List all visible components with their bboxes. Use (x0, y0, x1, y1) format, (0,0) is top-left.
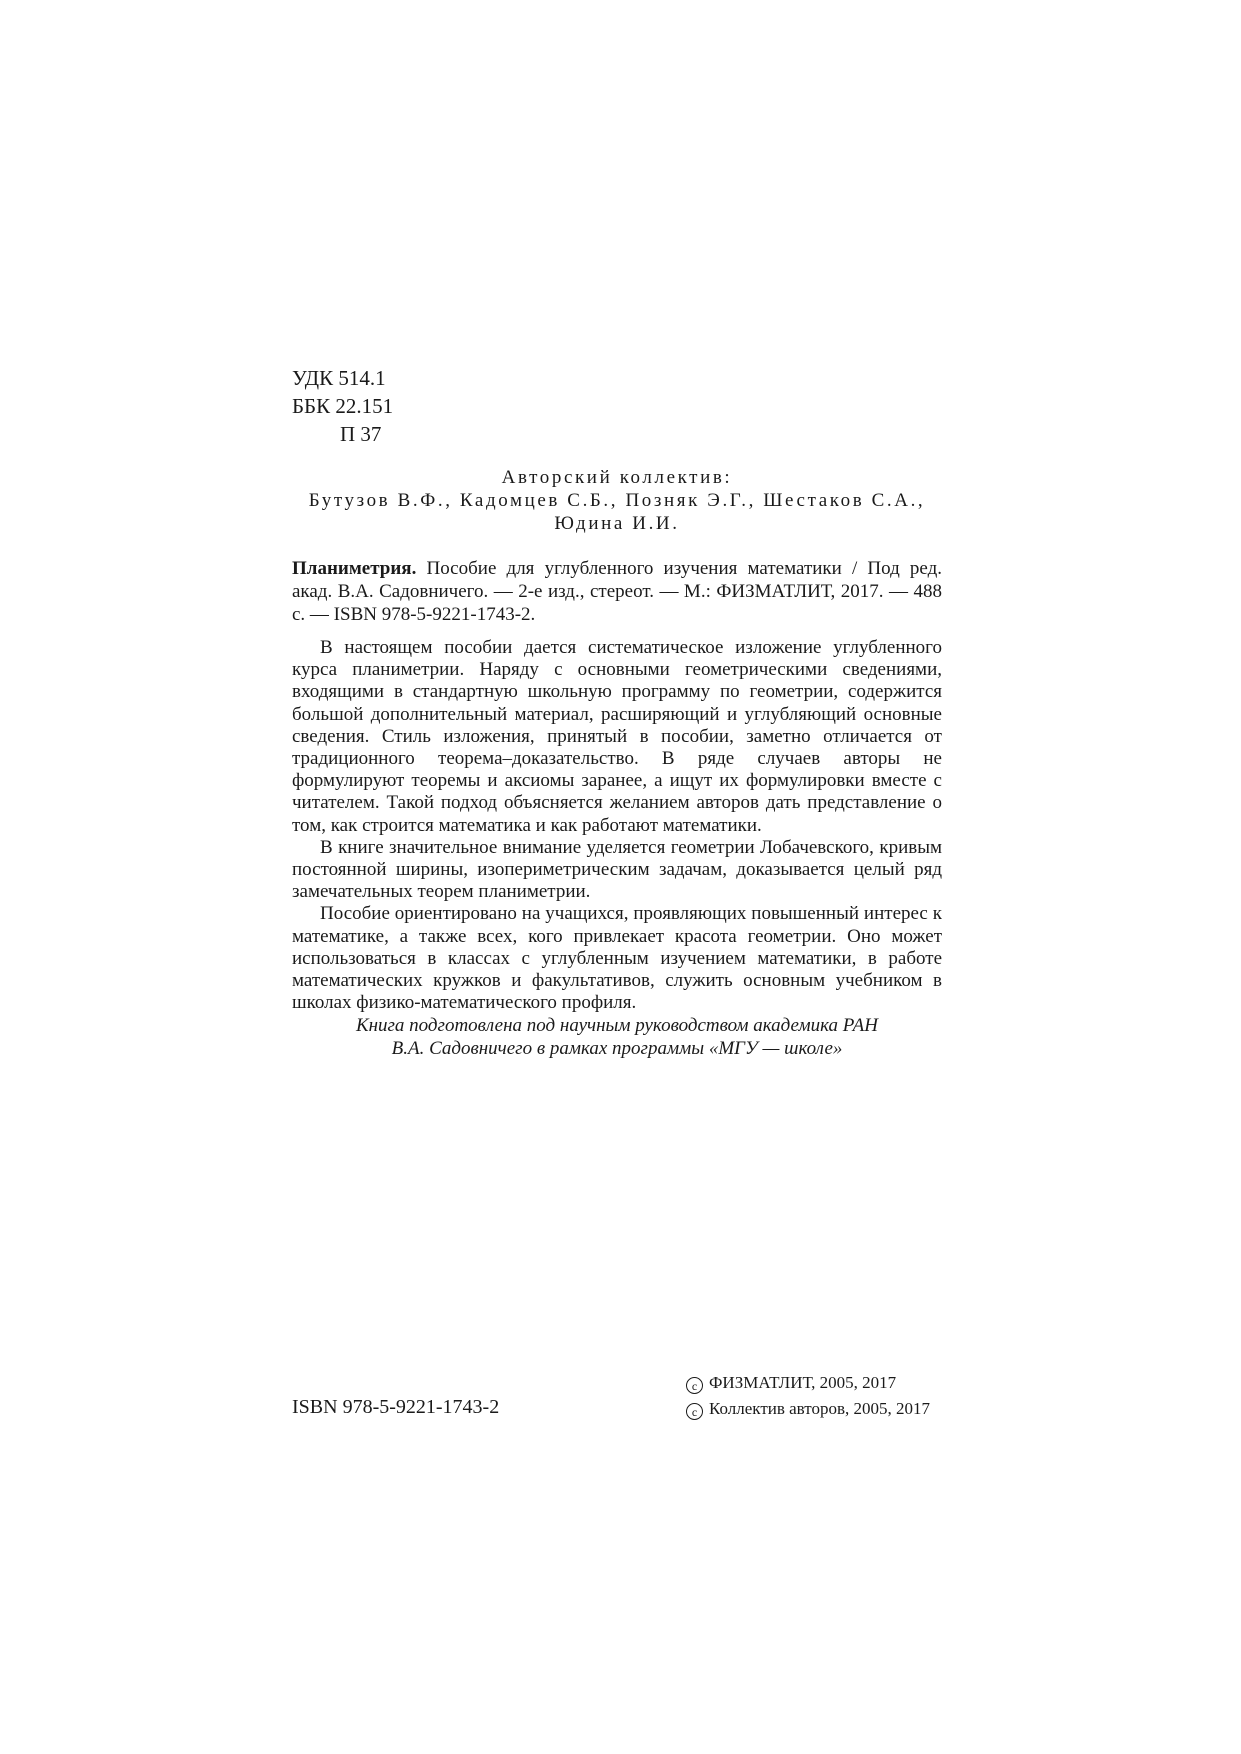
book-title: Планиметрия. (292, 558, 417, 579)
authors-line-1: Бутузов В.Ф., Кадомцев С.Б., Позняк Э.Г., Шестаков С.А., (308, 490, 926, 511)
bbk-code: ББК 22.151 (292, 394, 394, 418)
credit-note (292, 1014, 942, 1060)
abstract-block (292, 637, 942, 1014)
copyright-publisher (686, 1370, 930, 1396)
copyright-icon: c (686, 1377, 703, 1394)
copyright-block (686, 1370, 930, 1422)
abstract-paragraph: В настоящем пособии дается систематическое изложение углубленного курса планиметрии. Наряду с основными геометрическими сведениями, входящими в стандартную школьную программу по геометрии, содержится большой дополнительный материал, расширяющий и углубляющий основные сведения. Стиль изложения, принятый в пособии, заметно отличается от традиционного теорема–доказательство. В ряде случаев авторы не формулируют теоремы и аксиомы заранее, а ищут их формулировки вместе с читателем. Такой подход объясняется желанием авторов дать представление о том, как строится математика и как работают математики. (292, 637, 942, 836)
abstract-paragraph: В книге значительное внимание уделяется геометрии Лобачевского, кривым постоянной ширины, изопериметрическим задачам, доказывается целый ряд замечательных теорем планиметрии. (292, 836, 942, 903)
copyright-authors-text: Коллектив авторов, 2005, 2017 (709, 1399, 930, 1418)
authors-block (292, 466, 942, 535)
author-sign-code: П 37 (340, 422, 382, 446)
classification-block (292, 364, 393, 448)
isbn: ISBN 978-5-9221-1743-2 (292, 1396, 500, 1418)
copyright-publisher-text: ФИЗМАТЛИТ, 2005, 2017 (709, 1373, 897, 1392)
authors-line-2: Юдина И.И. (554, 513, 680, 534)
abstract-paragraph: Пособие ориентировано на учащихся, проявляющих повышенный интерес к математике, а также всех, кого привлекает красота геометрии. Оно может использоваться в классах с углубленным изучением математики, в работе математических кружков и факультативов, служить основным учебником в школах физико-математического профиля. (292, 903, 942, 1014)
copyright-icon: c (686, 1403, 703, 1420)
udk-code: УДК 514.1 (292, 366, 386, 390)
credit-line-1: Книга подготовлена под научным руководством академика РАН (355, 1015, 879, 1036)
authors-heading: Авторский коллектив: (501, 467, 733, 488)
credit-line-2: В.А. Садовничего в рамках программы «МГУ — школе» (391, 1038, 843, 1059)
bibliographic-citation (292, 557, 942, 626)
citation-text: Пособие для углубленного изучения математики / Под ред. акад. В.А. Садовничего. — 2-е изд., стереот. — М.: ФИЗМАТЛИТ, 2017. — 488 с. — ISBN 978-5-9221-1743-2. (292, 558, 942, 625)
copyright-authors (686, 1396, 930, 1422)
